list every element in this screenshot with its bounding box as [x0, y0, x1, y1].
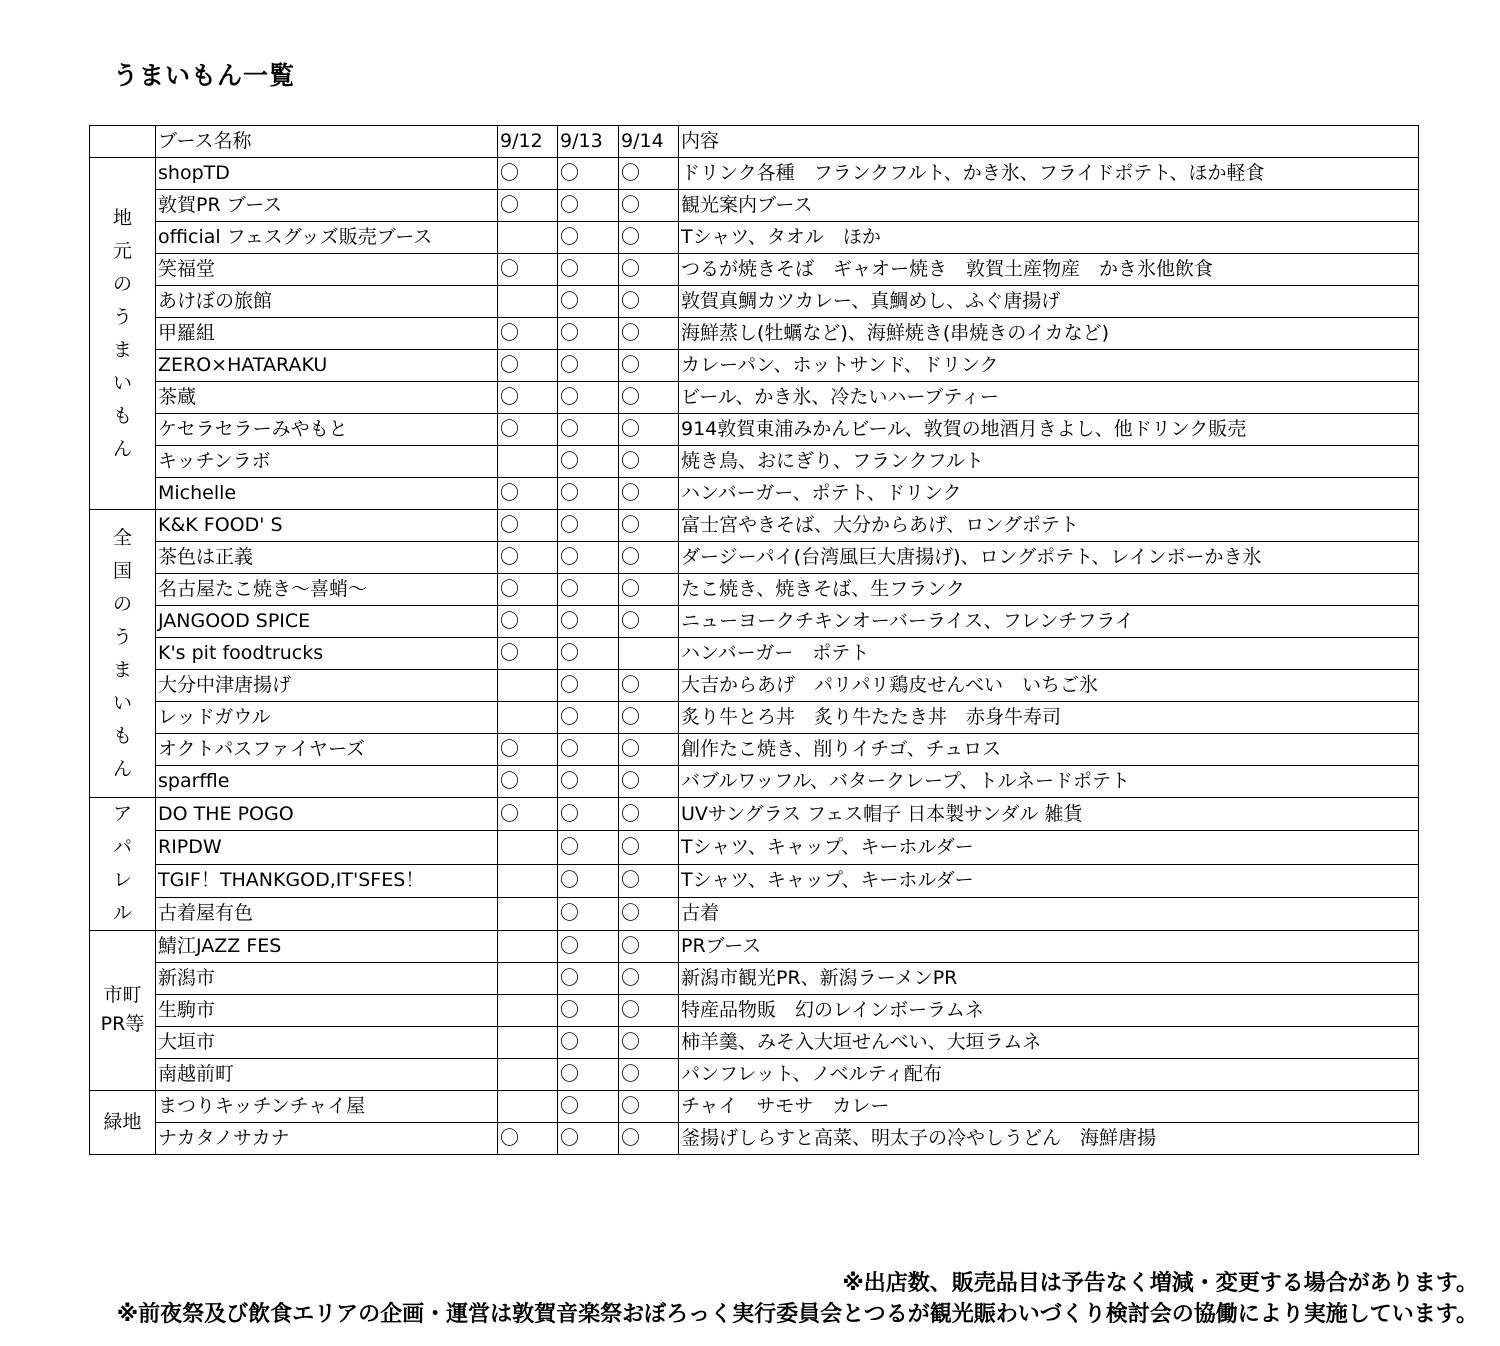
booth-content-cell: 海鮮蒸し(牡蠣など)、海鮮焼き(串焼きのイカなど)	[679, 318, 1419, 350]
header-booth-name: ブース名称	[156, 126, 498, 158]
table-row	[90, 606, 1419, 638]
table-row	[90, 734, 1419, 766]
date-0914-mark: 〇	[619, 286, 679, 318]
date-0914-mark: 〇	[619, 1091, 679, 1123]
date-0913-mark: 〇	[558, 734, 619, 766]
date-0913-mark: 〇	[558, 766, 619, 798]
booth-content-cell: バブルワッフル、バタークレープ、トルネードポテト	[679, 766, 1419, 798]
booth-content-cell: 富士宮やきそば、大分からあげ、ロングポテト	[679, 510, 1419, 542]
booth-content-cell: 古着	[679, 897, 1419, 930]
booth-content-cell: パンフレット、ノベルティ配布	[679, 1059, 1419, 1091]
date-0913-mark: 〇	[558, 446, 619, 478]
date-0914-mark: 〇	[619, 574, 679, 606]
date-0912-mark	[498, 446, 558, 478]
date-0914-mark: 〇	[619, 702, 679, 734]
date-0912-mark: 〇	[498, 190, 558, 222]
table-row	[90, 350, 1419, 382]
booth-content-cell: ダージーパイ(台湾風巨大唐揚げ)、ロングポテト、レインボーかき氷	[679, 542, 1419, 574]
date-0914-mark: 〇	[619, 734, 679, 766]
category-label-text: 市町PR等	[100, 984, 145, 1036]
date-0913-mark: 〇	[558, 1027, 619, 1059]
booth-content-cell: PRブース	[679, 931, 1419, 963]
date-0913-mark: 〇	[558, 864, 619, 897]
date-0914-mark: 〇	[619, 995, 679, 1027]
date-0913-mark: 〇	[558, 798, 619, 831]
table-row	[90, 318, 1419, 350]
booth-name-cell: 新潟市	[156, 963, 498, 995]
booth-name-cell: Michelle	[156, 478, 498, 510]
date-0913-mark: 〇	[558, 542, 619, 574]
table-row	[90, 638, 1419, 670]
date-0914-mark: 〇	[619, 414, 679, 446]
booth-content-cell: 大吉からあげ パリパリ鶏皮せんべい いちご氷	[679, 670, 1419, 702]
date-0914-mark: 〇	[619, 766, 679, 798]
footnote-2: ※前夜祭及び飲食エリアの企画・運営は敦賀音楽祭おぼろっく実行委員会とつるが観光賑わいづくり検討会の協働により実施しています。	[116, 1302, 1478, 1327]
category-label	[90, 798, 156, 931]
category-label-text: 緑地	[103, 1111, 142, 1134]
booth-name-cell: 茶色は正義	[156, 542, 498, 574]
table-body	[90, 158, 1419, 1155]
table-row	[90, 190, 1419, 222]
booth-name-cell: DO THE POGO	[156, 798, 498, 831]
date-0914-mark	[619, 638, 679, 670]
date-0912-mark	[498, 222, 558, 254]
date-0913-mark: 〇	[558, 254, 619, 286]
page-title: うまいもん一覧	[113, 61, 296, 90]
date-0912-mark	[498, 931, 558, 963]
category-label-text: アパレル	[112, 803, 132, 924]
table-row	[90, 510, 1419, 542]
date-0914-mark: 〇	[619, 542, 679, 574]
booth-content-cell: 観光案内ブース	[679, 190, 1419, 222]
date-0914-mark: 〇	[619, 382, 679, 414]
date-0912-mark	[498, 670, 558, 702]
category-label-text: 地元のうまいもん	[112, 206, 132, 460]
table-row	[90, 574, 1419, 606]
booth-content-cell: ハンバーガー ポテト	[679, 638, 1419, 670]
booth-name-cell: 敦賀PR ブース	[156, 190, 498, 222]
table-row	[90, 542, 1419, 574]
booth-name-cell: 生駒市	[156, 995, 498, 1027]
booth-name-cell: ZERO×HATARAKU	[156, 350, 498, 382]
date-0912-mark: 〇	[498, 158, 558, 190]
booth-name-cell: レッドガウル	[156, 702, 498, 734]
booth-content-cell: Tシャツ、キャップ、キーホルダー	[679, 864, 1419, 897]
table-row	[90, 1123, 1419, 1155]
date-0912-mark	[498, 286, 558, 318]
booth-name-cell: ナカタノサカナ	[156, 1123, 498, 1155]
date-0914-mark: 〇	[619, 963, 679, 995]
date-0912-mark	[498, 995, 558, 1027]
date-0913-mark: 〇	[558, 414, 619, 446]
table-row	[90, 222, 1419, 254]
table-row	[90, 1027, 1419, 1059]
booth-name-cell: K&K FOOD' S	[156, 510, 498, 542]
booth-content-cell: Tシャツ、タオル ほか	[679, 222, 1419, 254]
booth-name-cell: K's pit foodtrucks	[156, 638, 498, 670]
date-0913-mark: 〇	[558, 382, 619, 414]
date-0913-mark: 〇	[558, 931, 619, 963]
date-0912-mark: 〇	[498, 734, 558, 766]
footnote-1: ※出店数、販売品目は予告なく増減・変更する場合があります。	[842, 1271, 1478, 1296]
header-date-0912: 9/12	[498, 126, 558, 158]
booth-name-cell: 鯖江JAZZ FES	[156, 931, 498, 963]
date-0912-mark: 〇	[498, 382, 558, 414]
date-0912-mark: 〇	[498, 254, 558, 286]
booth-name-cell: 名古屋たこ焼き～喜蛸～	[156, 574, 498, 606]
date-0914-mark: 〇	[619, 931, 679, 963]
date-0912-mark	[498, 702, 558, 734]
booth-content-cell: ビール、かき氷、冷たいハーブティー	[679, 382, 1419, 414]
header-category	[90, 126, 156, 158]
booth-name-cell: あけぼの旅館	[156, 286, 498, 318]
booth-content-cell: 柿羊羹、みそ入大垣せんべい、大垣ラムネ	[679, 1027, 1419, 1059]
table-row	[90, 766, 1419, 798]
date-0913-mark: 〇	[558, 702, 619, 734]
date-0912-mark: 〇	[498, 542, 558, 574]
date-0914-mark: 〇	[619, 446, 679, 478]
date-0913-mark: 〇	[558, 995, 619, 1027]
date-0913-mark: 〇	[558, 670, 619, 702]
date-0913-mark: 〇	[558, 350, 619, 382]
booth-name-cell: 笑福堂	[156, 254, 498, 286]
category-label	[90, 158, 156, 510]
date-0912-mark: 〇	[498, 1123, 558, 1155]
table-row	[90, 446, 1419, 478]
booth-name-cell: 大分中津唐揚げ	[156, 670, 498, 702]
table-header-row	[90, 126, 1419, 158]
booth-content-cell: 新潟市観光PR、新潟ラーメンPR	[679, 963, 1419, 995]
booth-content-cell: 創作たこ焼き、削りイチゴ、チュロス	[679, 734, 1419, 766]
booth-content-cell: 釜揚げしらすと高菜、明太子の冷やしうどん 海鮮唐揚	[679, 1123, 1419, 1155]
booth-content-cell: つるが焼きそば ギャオー焼き 敦賀土産物産 かき氷他飲食	[679, 254, 1419, 286]
table-row	[90, 897, 1419, 930]
booth-content-cell: 914敦賀東浦みかんビール、敦賀の地酒月きよし、他ドリンク販売	[679, 414, 1419, 446]
date-0914-mark: 〇	[619, 222, 679, 254]
booth-name-cell: official フェスグッズ販売ブース	[156, 222, 498, 254]
booth-name-cell: ケセラセラーみやもと	[156, 414, 498, 446]
date-0912-mark	[498, 831, 558, 864]
date-0914-mark: 〇	[619, 158, 679, 190]
booth-name-cell: 南越前町	[156, 1059, 498, 1091]
date-0913-mark: 〇	[558, 190, 619, 222]
booth-content-cell: 炙り牛とろ丼 炙り牛たたき丼 赤身牛寿司	[679, 702, 1419, 734]
booth-content-cell: 敦賀真鯛カツカレー、真鯛めし、ふぐ唐揚げ	[679, 286, 1419, 318]
date-0913-mark: 〇	[558, 963, 619, 995]
booth-content-cell: 焼き鳥、おにぎり、フランクフルト	[679, 446, 1419, 478]
date-0913-mark: 〇	[558, 574, 619, 606]
date-0913-mark: 〇	[558, 831, 619, 864]
table-row	[90, 963, 1419, 995]
date-0914-mark: 〇	[619, 897, 679, 930]
date-0912-mark: 〇	[498, 798, 558, 831]
booth-name-cell: TGIF！THANKGOD,IT'SFES！	[156, 864, 498, 897]
table-row	[90, 414, 1419, 446]
table-row	[90, 931, 1419, 963]
date-0912-mark: 〇	[498, 414, 558, 446]
booth-name-cell: shopTD	[156, 158, 498, 190]
table-row	[90, 1091, 1419, 1123]
date-0914-mark: 〇	[619, 510, 679, 542]
date-0913-mark: 〇	[558, 318, 619, 350]
booth-content-cell: ニューヨークチキンオーバーライス、フレンチフライ	[679, 606, 1419, 638]
booth-content-cell: チャイ サモサ カレー	[679, 1091, 1419, 1123]
date-0914-mark: 〇	[619, 350, 679, 382]
header-date-0914: 9/14	[619, 126, 679, 158]
booth-content-cell: Tシャツ、キャップ、キーホルダー	[679, 831, 1419, 864]
table-row	[90, 995, 1419, 1027]
table-row	[90, 864, 1419, 897]
table-row	[90, 254, 1419, 286]
table-row	[90, 382, 1419, 414]
date-0914-mark: 〇	[619, 864, 679, 897]
date-0912-mark	[498, 1091, 558, 1123]
date-0914-mark: 〇	[619, 798, 679, 831]
date-0914-mark: 〇	[619, 1027, 679, 1059]
date-0912-mark	[498, 963, 558, 995]
header-date-0913: 9/13	[558, 126, 619, 158]
date-0914-mark: 〇	[619, 831, 679, 864]
booth-name-cell: JANGOOD SPICE	[156, 606, 498, 638]
date-0912-mark: 〇	[498, 350, 558, 382]
booth-content-cell: UVサングラス フェス帽子 日本製サンダル 雑貨	[679, 798, 1419, 831]
booth-table	[89, 125, 1419, 1155]
table-row	[90, 831, 1419, 864]
date-0914-mark: 〇	[619, 606, 679, 638]
date-0912-mark	[498, 1027, 558, 1059]
booth-content-cell: カレーパン、ホットサンド、ドリンク	[679, 350, 1419, 382]
date-0913-mark: 〇	[558, 606, 619, 638]
table-row	[90, 158, 1419, 190]
date-0913-mark: 〇	[558, 478, 619, 510]
table-row	[90, 798, 1419, 831]
booth-name-cell: sparffle	[156, 766, 498, 798]
date-0913-mark: 〇	[558, 1091, 619, 1123]
table-row	[90, 1059, 1419, 1091]
date-0913-mark: 〇	[558, 158, 619, 190]
category-label	[90, 1091, 156, 1155]
table-row	[90, 286, 1419, 318]
date-0912-mark: 〇	[498, 574, 558, 606]
header-content: 内容	[679, 126, 1419, 158]
booth-name-cell: 茶蔵	[156, 382, 498, 414]
date-0914-mark: 〇	[619, 1123, 679, 1155]
date-0912-mark	[498, 1059, 558, 1091]
date-0913-mark: 〇	[558, 1059, 619, 1091]
date-0912-mark: 〇	[498, 766, 558, 798]
date-0914-mark: 〇	[619, 478, 679, 510]
booth-content-cell: ドリンク各種 フランクフルト、かき氷、フライドポテト、ほか軽食	[679, 158, 1419, 190]
date-0914-mark: 〇	[619, 670, 679, 702]
booth-name-cell: 甲羅組	[156, 318, 498, 350]
date-0914-mark: 〇	[619, 190, 679, 222]
category-label-text: 全国のうまいもん	[112, 526, 132, 780]
date-0914-mark: 〇	[619, 254, 679, 286]
date-0913-mark: 〇	[558, 286, 619, 318]
date-0912-mark: 〇	[498, 606, 558, 638]
booth-content-cell: 特産品物販 幻のレインボーラムネ	[679, 995, 1419, 1027]
category-label	[90, 510, 156, 798]
date-0913-mark: 〇	[558, 638, 619, 670]
date-0912-mark: 〇	[498, 510, 558, 542]
booth-name-cell: まつりキッチンチャイ屋	[156, 1091, 498, 1123]
date-0912-mark: 〇	[498, 638, 558, 670]
date-0912-mark: 〇	[498, 318, 558, 350]
booth-name-cell: 大垣市	[156, 1027, 498, 1059]
booth-name-cell: 古着屋有色	[156, 897, 498, 930]
date-0913-mark: 〇	[558, 510, 619, 542]
table-row	[90, 670, 1419, 702]
date-0914-mark: 〇	[619, 1059, 679, 1091]
date-0912-mark	[498, 864, 558, 897]
table-row	[90, 702, 1419, 734]
date-0914-mark: 〇	[619, 318, 679, 350]
booth-name-cell: RIPDW	[156, 831, 498, 864]
date-0912-mark: 〇	[498, 478, 558, 510]
booth-name-cell: キッチンラボ	[156, 446, 498, 478]
booth-name-cell: オクトパスファイヤーズ	[156, 734, 498, 766]
date-0912-mark	[498, 897, 558, 930]
booth-content-cell: ハンバーガー、ポテト、ドリンク	[679, 478, 1419, 510]
table-row	[90, 478, 1419, 510]
date-0913-mark: 〇	[558, 1123, 619, 1155]
booth-content-cell: たこ焼き、焼きそば、生フランク	[679, 574, 1419, 606]
date-0913-mark: 〇	[558, 222, 619, 254]
category-label	[90, 931, 156, 1091]
date-0913-mark: 〇	[558, 897, 619, 930]
